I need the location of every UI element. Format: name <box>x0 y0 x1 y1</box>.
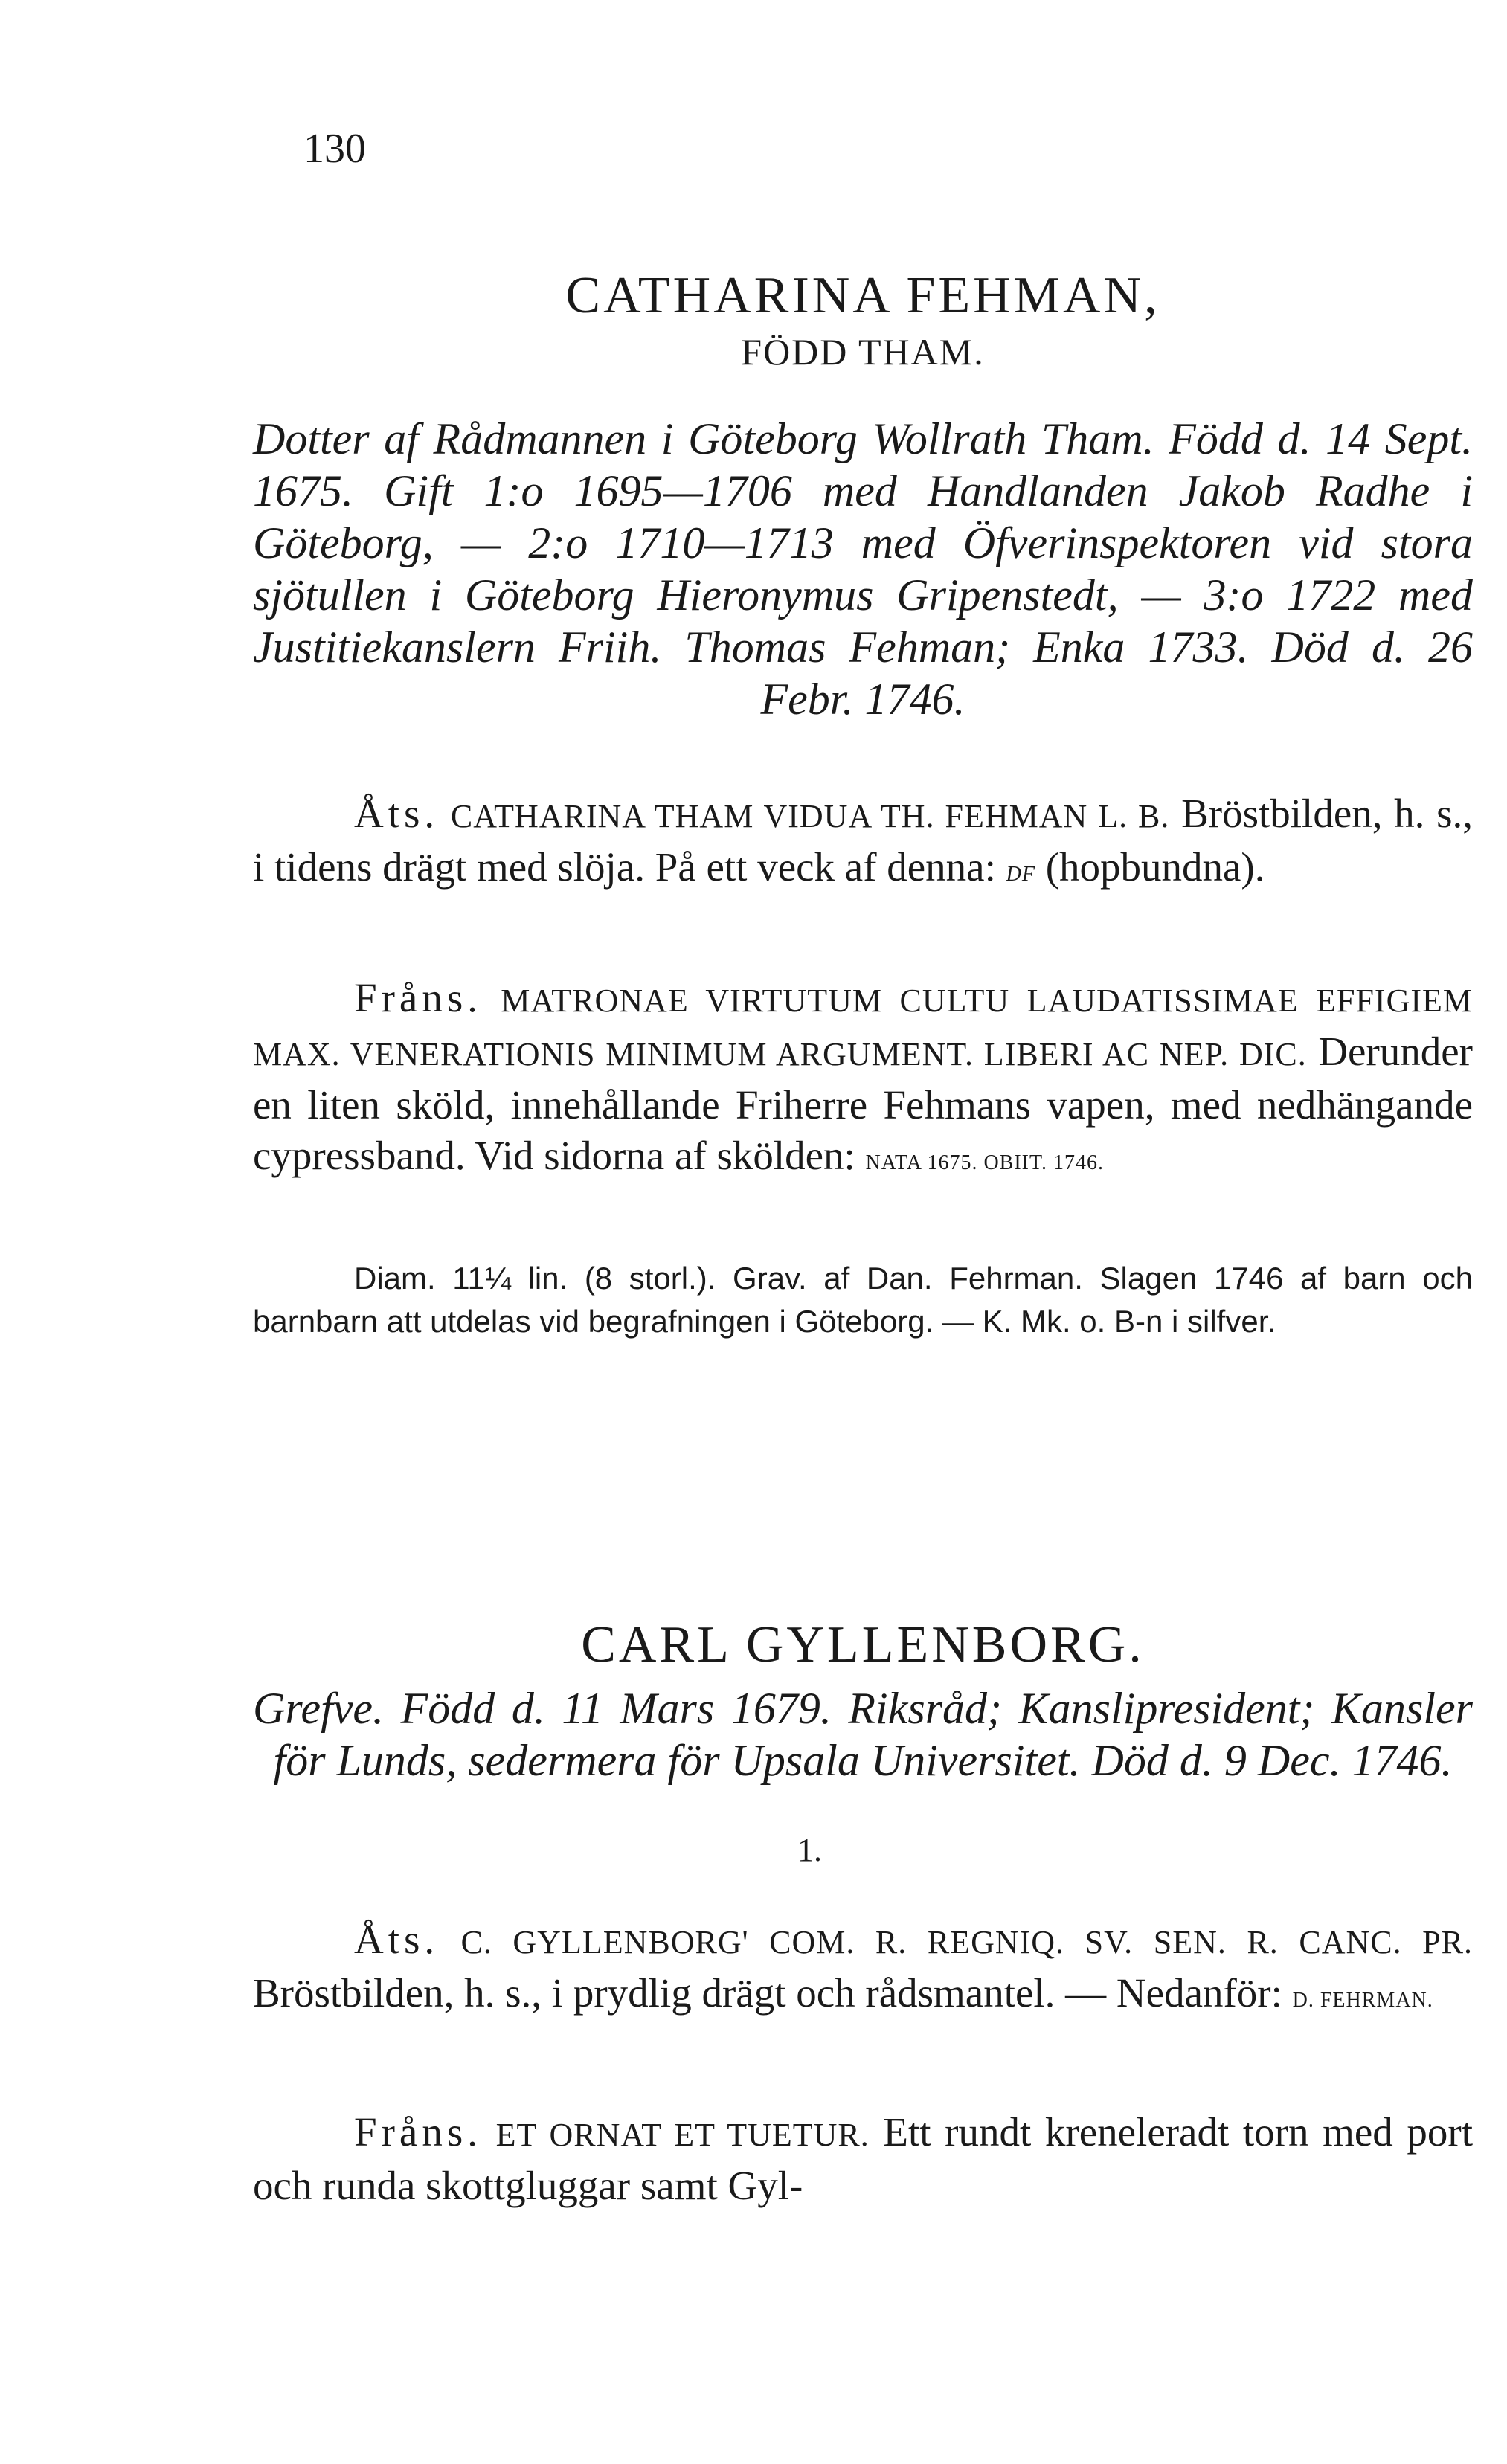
section-title-carl-gyllenborg: CARL GYLLENBORG. <box>581 1616 1145 1673</box>
page-number: 130 <box>303 126 366 172</box>
obverse-text: Bröstbilden, h. s., i tidens drägt med slöja. På ett veck af denna: <box>253 791 1474 890</box>
obverse-description-2 <box>253 1914 1473 2026</box>
biography-carl-gyllenborg: Grefve. Född d. 11 Mars 1679. Riksråd; Kanslipresident; Kansler för Lunds, sedermera för Upsala Universitet. Död d. 9 Dec. 1746. <box>253 1684 1473 1785</box>
obverse-label: Åts. <box>354 1917 440 1962</box>
obverse-text: Bröstbilden, h. s., i prydlig drägt och rådsmantel. — Nedanför: <box>253 1970 1282 2016</box>
obverse-legend: CATHARINA THAM VIDUA TH. FEHMAN L. B. <box>450 798 1170 834</box>
medal-note: Diam. 11¼ lin. (8 storl.). Grav. af Dan. Fehrman. Slagen 1746 af barn och barnbarn att utdelas vid begrafningen i Göteborg. — K. Mk. o. B-n i silfver. <box>253 1261 1473 1339</box>
reverse-text: Derunder en liten sköld, innehållande Friherre Fehmans vapen, med nedhängande cypressband. Vid sidorna af skölden: <box>253 1029 1473 1178</box>
biography-catharina-fehman: Dotter af Rådmannen i Göteborg Wollrath Tham. Född d. 14 Sept. 1675. Gift 1:o 1695—1706 med Handlanden Jakob Radhe i Göteborg, — 2:o 1710—1713 med Öfverinspektoren vid stora sjötullen i Göteborg Hieronymus Gripenstedt, — 3:o 1722 med Justitiekanslern Friih. Thomas Fehman; Enka 1733. Död d. 26 Febr. 1746. <box>253 414 1473 724</box>
reverse-description-1 <box>253 973 1473 1188</box>
medal-number: 1. <box>797 1832 822 1868</box>
monogram-mark: DF <box>1006 863 1035 886</box>
monogram-note: (hopbundna). <box>1045 844 1265 890</box>
reverse-description-2 <box>253 2107 1473 2211</box>
reverse-legend: MATRONAE VIRTUTUM CULTU LAUDATISSIMAE EFFIGIEM MAX. VENERATIONIS MINIMUM ARGUMENT. LIBERI AC NEP. DIC. <box>253 982 1474 1072</box>
engraver-signature: D. FEHRMAN. <box>1292 1989 1433 2012</box>
reverse-label: Fråns. <box>354 975 482 1020</box>
reverse-text: Ett rundt kreneleradt torn med port och runda skottgluggar samt Gyl- <box>253 2109 1473 2208</box>
section-subtitle: FÖDD THAM. <box>741 331 985 373</box>
reverse-legend: ET ORNAT ET TUETUR. <box>495 2117 870 2153</box>
obverse-legend: C. GYLLENBORG' COM. R. REGNIQ. SV. SEN. R. CANC. PR. <box>460 1924 1474 1960</box>
obverse-description-1 <box>253 788 1473 900</box>
reverse-label: Fråns. <box>354 2109 482 2155</box>
reverse-inscription: NATA 1675. OBIIT. 1746. <box>865 1151 1105 1174</box>
obverse-label: Åts. <box>354 791 440 836</box>
section-title-catharina-fehman: CATHARINA FEHMAN, <box>565 267 1160 324</box>
